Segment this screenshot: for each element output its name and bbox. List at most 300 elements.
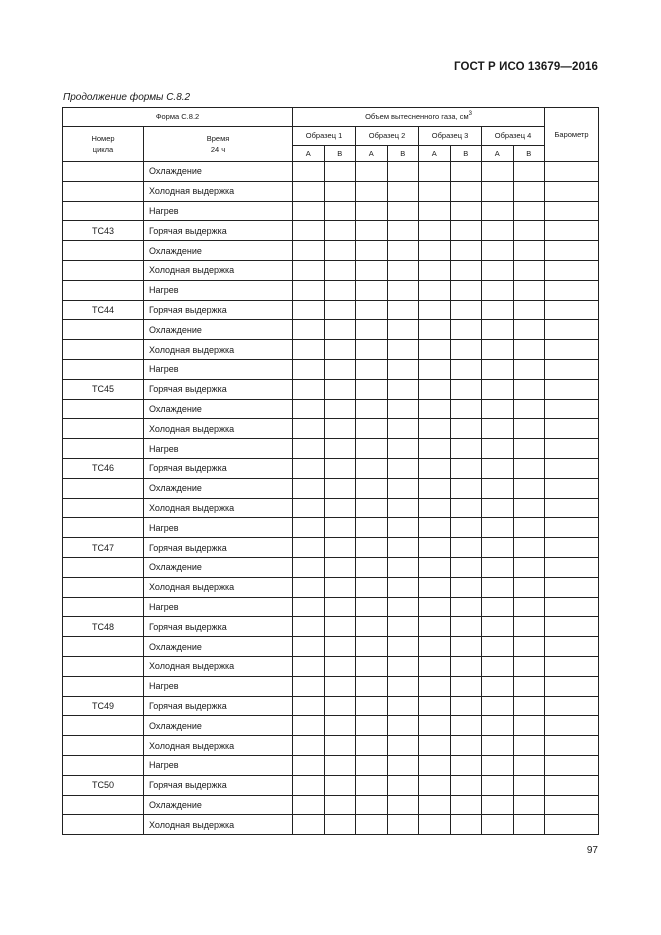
sample-3-a-entry-cell[interactable]	[419, 419, 451, 439]
sample-2-a-entry-cell[interactable]	[356, 320, 388, 340]
cycle-number-cell[interactable]: TC45	[63, 379, 144, 399]
sample-4-a-entry-cell[interactable]	[482, 538, 514, 558]
barometer-entry-cell[interactable]	[545, 340, 599, 360]
sample-3-a-entry-cell[interactable]	[419, 359, 451, 379]
cycle-number-cell[interactable]	[63, 201, 144, 221]
sample-3-b-entry-cell[interactable]	[450, 755, 482, 775]
sample-1-a-entry-cell[interactable]	[293, 419, 325, 439]
sample-4-b-entry-cell[interactable]	[513, 557, 545, 577]
sample-2-a-entry-cell[interactable]	[356, 518, 388, 538]
sample-2-a-entry-cell[interactable]	[356, 280, 388, 300]
sample-4-a-entry-cell[interactable]	[482, 162, 514, 182]
sample-1-b-entry-cell[interactable]	[324, 340, 356, 360]
sample-3-a-entry-cell[interactable]	[419, 260, 451, 280]
sample-2-b-entry-cell[interactable]	[387, 221, 419, 241]
sample-1-b-entry-cell[interactable]	[324, 458, 356, 478]
sample-1-a-entry-cell[interactable]	[293, 597, 325, 617]
sample-3-b-entry-cell[interactable]	[450, 696, 482, 716]
sample-4-b-entry-cell[interactable]	[513, 221, 545, 241]
sample-2-a-entry-cell[interactable]	[356, 458, 388, 478]
sample-3-b-entry-cell[interactable]	[450, 637, 482, 657]
sample-1-b-entry-cell[interactable]	[324, 181, 356, 201]
sample-3-b-entry-cell[interactable]	[450, 260, 482, 280]
sample-4-a-entry-cell[interactable]	[482, 498, 514, 518]
sample-3-b-entry-cell[interactable]	[450, 162, 482, 182]
sample-4-b-entry-cell[interactable]	[513, 458, 545, 478]
sample-1-b-entry-cell[interactable]	[324, 201, 356, 221]
barometer-entry-cell[interactable]	[545, 716, 599, 736]
sample-3-a-entry-cell[interactable]	[419, 221, 451, 241]
barometer-entry-cell[interactable]	[545, 379, 599, 399]
sample-2-a-entry-cell[interactable]	[356, 815, 388, 835]
cycle-number-cell[interactable]	[63, 478, 144, 498]
sample-1-a-entry-cell[interactable]	[293, 260, 325, 280]
sample-4-b-entry-cell[interactable]	[513, 795, 545, 815]
sample-3-a-entry-cell[interactable]	[419, 320, 451, 340]
sample-3-b-entry-cell[interactable]	[450, 458, 482, 478]
sample-2-a-entry-cell[interactable]	[356, 201, 388, 221]
sample-2-a-entry-cell[interactable]	[356, 557, 388, 577]
sample-2-b-entry-cell[interactable]	[387, 379, 419, 399]
barometer-entry-cell[interactable]	[545, 280, 599, 300]
sample-2-b-entry-cell[interactable]	[387, 676, 419, 696]
cycle-number-cell[interactable]	[63, 399, 144, 419]
sample-4-a-entry-cell[interactable]	[482, 696, 514, 716]
barometer-entry-cell[interactable]	[545, 736, 599, 756]
sample-4-b-entry-cell[interactable]	[513, 340, 545, 360]
sample-4-b-entry-cell[interactable]	[513, 736, 545, 756]
sample-3-a-entry-cell[interactable]	[419, 300, 451, 320]
sample-4-a-entry-cell[interactable]	[482, 221, 514, 241]
sample-3-b-entry-cell[interactable]	[450, 518, 482, 538]
sample-1-a-entry-cell[interactable]	[293, 538, 325, 558]
sample-4-a-entry-cell[interactable]	[482, 359, 514, 379]
sample-2-b-entry-cell[interactable]	[387, 577, 419, 597]
sample-1-b-entry-cell[interactable]	[324, 775, 356, 795]
sample-2-b-entry-cell[interactable]	[387, 320, 419, 340]
sample-2-b-entry-cell[interactable]	[387, 419, 419, 439]
sample-2-a-entry-cell[interactable]	[356, 359, 388, 379]
barometer-entry-cell[interactable]	[545, 676, 599, 696]
sample-4-b-entry-cell[interactable]	[513, 656, 545, 676]
sample-1-a-entry-cell[interactable]	[293, 241, 325, 261]
cycle-number-cell[interactable]	[63, 755, 144, 775]
sample-2-b-entry-cell[interactable]	[387, 458, 419, 478]
sample-4-a-entry-cell[interactable]	[482, 716, 514, 736]
sample-4-b-entry-cell[interactable]	[513, 498, 545, 518]
sample-3-a-entry-cell[interactable]	[419, 656, 451, 676]
barometer-entry-cell[interactable]	[545, 260, 599, 280]
sample-4-a-entry-cell[interactable]	[482, 597, 514, 617]
barometer-entry-cell[interactable]	[545, 577, 599, 597]
sample-2-a-entry-cell[interactable]	[356, 577, 388, 597]
barometer-entry-cell[interactable]	[545, 320, 599, 340]
sample-1-b-entry-cell[interactable]	[324, 577, 356, 597]
sample-3-a-entry-cell[interactable]	[419, 557, 451, 577]
sample-4-a-entry-cell[interactable]	[482, 557, 514, 577]
cycle-number-cell[interactable]	[63, 656, 144, 676]
cycle-number-cell[interactable]	[63, 716, 144, 736]
barometer-entry-cell[interactable]	[545, 221, 599, 241]
sample-4-a-entry-cell[interactable]	[482, 340, 514, 360]
sample-3-b-entry-cell[interactable]	[450, 241, 482, 261]
sample-2-a-entry-cell[interactable]	[356, 340, 388, 360]
sample-4-a-entry-cell[interactable]	[482, 320, 514, 340]
sample-1-b-entry-cell[interactable]	[324, 795, 356, 815]
sample-3-b-entry-cell[interactable]	[450, 815, 482, 835]
sample-2-b-entry-cell[interactable]	[387, 201, 419, 221]
sample-2-a-entry-cell[interactable]	[356, 538, 388, 558]
sample-1-b-entry-cell[interactable]	[324, 676, 356, 696]
sample-2-b-entry-cell[interactable]	[387, 557, 419, 577]
sample-1-a-entry-cell[interactable]	[293, 439, 325, 459]
sample-4-a-entry-cell[interactable]	[482, 280, 514, 300]
sample-3-b-entry-cell[interactable]	[450, 736, 482, 756]
barometer-entry-cell[interactable]	[545, 201, 599, 221]
sample-4-b-entry-cell[interactable]	[513, 696, 545, 716]
sample-2-b-entry-cell[interactable]	[387, 181, 419, 201]
sample-3-a-entry-cell[interactable]	[419, 379, 451, 399]
sample-2-a-entry-cell[interactable]	[356, 478, 388, 498]
sample-4-b-entry-cell[interactable]	[513, 617, 545, 637]
sample-4-a-entry-cell[interactable]	[482, 577, 514, 597]
sample-3-a-entry-cell[interactable]	[419, 439, 451, 459]
sample-4-b-entry-cell[interactable]	[513, 755, 545, 775]
sample-1-a-entry-cell[interactable]	[293, 399, 325, 419]
sample-4-a-entry-cell[interactable]	[482, 775, 514, 795]
sample-3-b-entry-cell[interactable]	[450, 320, 482, 340]
sample-2-b-entry-cell[interactable]	[387, 399, 419, 419]
sample-1-b-entry-cell[interactable]	[324, 419, 356, 439]
sample-2-b-entry-cell[interactable]	[387, 755, 419, 775]
sample-1-b-entry-cell[interactable]	[324, 162, 356, 182]
sample-4-a-entry-cell[interactable]	[482, 379, 514, 399]
sample-1-a-entry-cell[interactable]	[293, 221, 325, 241]
sample-2-a-entry-cell[interactable]	[356, 260, 388, 280]
sample-2-b-entry-cell[interactable]	[387, 597, 419, 617]
sample-2-b-entry-cell[interactable]	[387, 795, 419, 815]
sample-2-a-entry-cell[interactable]	[356, 597, 388, 617]
sample-2-b-entry-cell[interactable]	[387, 716, 419, 736]
sample-3-b-entry-cell[interactable]	[450, 795, 482, 815]
sample-3-b-entry-cell[interactable]	[450, 478, 482, 498]
sample-2-a-entry-cell[interactable]	[356, 637, 388, 657]
sample-1-b-entry-cell[interactable]	[324, 399, 356, 419]
barometer-entry-cell[interactable]	[545, 439, 599, 459]
sample-3-b-entry-cell[interactable]	[450, 439, 482, 459]
sample-3-b-entry-cell[interactable]	[450, 419, 482, 439]
barometer-entry-cell[interactable]	[545, 795, 599, 815]
sample-1-b-entry-cell[interactable]	[324, 518, 356, 538]
sample-1-a-entry-cell[interactable]	[293, 340, 325, 360]
barometer-entry-cell[interactable]	[545, 181, 599, 201]
cycle-number-cell[interactable]	[63, 340, 144, 360]
sample-4-b-entry-cell[interactable]	[513, 518, 545, 538]
cycle-number-cell[interactable]	[63, 320, 144, 340]
sample-4-b-entry-cell[interactable]	[513, 439, 545, 459]
barometer-entry-cell[interactable]	[545, 755, 599, 775]
barometer-entry-cell[interactable]	[545, 419, 599, 439]
sample-4-a-entry-cell[interactable]	[482, 795, 514, 815]
sample-2-b-entry-cell[interactable]	[387, 162, 419, 182]
sample-2-a-entry-cell[interactable]	[356, 755, 388, 775]
sample-4-b-entry-cell[interactable]	[513, 201, 545, 221]
sample-2-b-entry-cell[interactable]	[387, 300, 419, 320]
sample-3-b-entry-cell[interactable]	[450, 656, 482, 676]
cycle-number-cell[interactable]: TC46	[63, 458, 144, 478]
sample-1-a-entry-cell[interactable]	[293, 320, 325, 340]
barometer-entry-cell[interactable]	[545, 557, 599, 577]
sample-4-a-entry-cell[interactable]	[482, 260, 514, 280]
sample-4-a-entry-cell[interactable]	[482, 439, 514, 459]
sample-2-b-entry-cell[interactable]	[387, 617, 419, 637]
sample-3-a-entry-cell[interactable]	[419, 775, 451, 795]
sample-1-b-entry-cell[interactable]	[324, 637, 356, 657]
sample-3-a-entry-cell[interactable]	[419, 696, 451, 716]
sample-4-b-entry-cell[interactable]	[513, 260, 545, 280]
sample-4-b-entry-cell[interactable]	[513, 775, 545, 795]
sample-3-a-entry-cell[interactable]	[419, 736, 451, 756]
sample-2-b-entry-cell[interactable]	[387, 815, 419, 835]
cycle-number-cell[interactable]	[63, 637, 144, 657]
sample-3-b-entry-cell[interactable]	[450, 201, 482, 221]
sample-2-b-entry-cell[interactable]	[387, 280, 419, 300]
sample-2-b-entry-cell[interactable]	[387, 518, 419, 538]
sample-1-a-entry-cell[interactable]	[293, 181, 325, 201]
sample-3-a-entry-cell[interactable]	[419, 755, 451, 775]
sample-4-a-entry-cell[interactable]	[482, 419, 514, 439]
sample-1-b-entry-cell[interactable]	[324, 736, 356, 756]
sample-4-a-entry-cell[interactable]	[482, 241, 514, 261]
sample-2-b-entry-cell[interactable]	[387, 340, 419, 360]
sample-1-a-entry-cell[interactable]	[293, 577, 325, 597]
sample-2-b-entry-cell[interactable]	[387, 637, 419, 657]
sample-1-b-entry-cell[interactable]	[324, 656, 356, 676]
sample-4-a-entry-cell[interactable]	[482, 518, 514, 538]
sample-3-a-entry-cell[interactable]	[419, 716, 451, 736]
cycle-number-cell[interactable]: TC50	[63, 775, 144, 795]
sample-4-b-entry-cell[interactable]	[513, 419, 545, 439]
cycle-number-cell[interactable]	[63, 241, 144, 261]
cycle-number-cell[interactable]	[63, 557, 144, 577]
sample-2-a-entry-cell[interactable]	[356, 775, 388, 795]
sample-3-a-entry-cell[interactable]	[419, 498, 451, 518]
sample-3-b-entry-cell[interactable]	[450, 221, 482, 241]
sample-4-b-entry-cell[interactable]	[513, 478, 545, 498]
sample-2-b-entry-cell[interactable]	[387, 696, 419, 716]
sample-2-a-entry-cell[interactable]	[356, 419, 388, 439]
barometer-entry-cell[interactable]	[545, 656, 599, 676]
sample-1-b-entry-cell[interactable]	[324, 498, 356, 518]
sample-2-b-entry-cell[interactable]	[387, 359, 419, 379]
barometer-entry-cell[interactable]	[545, 162, 599, 182]
sample-1-b-entry-cell[interactable]	[324, 478, 356, 498]
sample-1-a-entry-cell[interactable]	[293, 795, 325, 815]
sample-1-a-entry-cell[interactable]	[293, 696, 325, 716]
sample-2-a-entry-cell[interactable]	[356, 379, 388, 399]
sample-1-a-entry-cell[interactable]	[293, 617, 325, 637]
sample-3-b-entry-cell[interactable]	[450, 340, 482, 360]
sample-3-a-entry-cell[interactable]	[419, 815, 451, 835]
sample-4-b-entry-cell[interactable]	[513, 379, 545, 399]
sample-4-b-entry-cell[interactable]	[513, 300, 545, 320]
cycle-number-cell[interactable]	[63, 419, 144, 439]
sample-3-a-entry-cell[interactable]	[419, 399, 451, 419]
sample-2-b-entry-cell[interactable]	[387, 478, 419, 498]
sample-4-a-entry-cell[interactable]	[482, 201, 514, 221]
cycle-number-cell[interactable]: TC44	[63, 300, 144, 320]
sample-2-a-entry-cell[interactable]	[356, 221, 388, 241]
cycle-number-cell[interactable]	[63, 518, 144, 538]
sample-1-a-entry-cell[interactable]	[293, 637, 325, 657]
sample-3-a-entry-cell[interactable]	[419, 577, 451, 597]
sample-1-b-entry-cell[interactable]	[324, 597, 356, 617]
sample-4-b-entry-cell[interactable]	[513, 597, 545, 617]
sample-2-a-entry-cell[interactable]	[356, 795, 388, 815]
sample-1-b-entry-cell[interactable]	[324, 260, 356, 280]
barometer-entry-cell[interactable]	[545, 478, 599, 498]
sample-4-a-entry-cell[interactable]	[482, 458, 514, 478]
cycle-number-cell[interactable]	[63, 439, 144, 459]
sample-3-b-entry-cell[interactable]	[450, 577, 482, 597]
sample-1-a-entry-cell[interactable]	[293, 755, 325, 775]
sample-3-b-entry-cell[interactable]	[450, 280, 482, 300]
sample-2-b-entry-cell[interactable]	[387, 498, 419, 518]
sample-2-a-entry-cell[interactable]	[356, 399, 388, 419]
sample-4-b-entry-cell[interactable]	[513, 716, 545, 736]
sample-4-b-entry-cell[interactable]	[513, 181, 545, 201]
sample-3-a-entry-cell[interactable]	[419, 597, 451, 617]
sample-1-a-entry-cell[interactable]	[293, 162, 325, 182]
sample-1-a-entry-cell[interactable]	[293, 775, 325, 795]
barometer-entry-cell[interactable]	[545, 399, 599, 419]
barometer-entry-cell[interactable]	[545, 300, 599, 320]
sample-3-a-entry-cell[interactable]	[419, 162, 451, 182]
sample-3-b-entry-cell[interactable]	[450, 359, 482, 379]
sample-1-a-entry-cell[interactable]	[293, 498, 325, 518]
sample-4-a-entry-cell[interactable]	[482, 300, 514, 320]
sample-1-b-entry-cell[interactable]	[324, 557, 356, 577]
sample-3-a-entry-cell[interactable]	[419, 458, 451, 478]
sample-2-b-entry-cell[interactable]	[387, 538, 419, 558]
sample-4-b-entry-cell[interactable]	[513, 359, 545, 379]
sample-2-a-entry-cell[interactable]	[356, 241, 388, 261]
sample-3-a-entry-cell[interactable]	[419, 478, 451, 498]
cycle-number-cell[interactable]	[63, 736, 144, 756]
sample-1-b-entry-cell[interactable]	[324, 320, 356, 340]
sample-4-a-entry-cell[interactable]	[482, 676, 514, 696]
sample-3-b-entry-cell[interactable]	[450, 181, 482, 201]
sample-1-a-entry-cell[interactable]	[293, 379, 325, 399]
barometer-entry-cell[interactable]	[545, 597, 599, 617]
cycle-number-cell[interactable]: TC47	[63, 538, 144, 558]
sample-2-b-entry-cell[interactable]	[387, 736, 419, 756]
sample-2-a-entry-cell[interactable]	[356, 181, 388, 201]
sample-2-a-entry-cell[interactable]	[356, 656, 388, 676]
cycle-number-cell[interactable]	[63, 162, 144, 182]
sample-1-a-entry-cell[interactable]	[293, 656, 325, 676]
sample-3-b-entry-cell[interactable]	[450, 557, 482, 577]
sample-3-a-entry-cell[interactable]	[419, 340, 451, 360]
sample-3-b-entry-cell[interactable]	[450, 498, 482, 518]
barometer-entry-cell[interactable]	[545, 359, 599, 379]
cycle-number-cell[interactable]	[63, 280, 144, 300]
sample-1-a-entry-cell[interactable]	[293, 557, 325, 577]
sample-1-a-entry-cell[interactable]	[293, 518, 325, 538]
sample-3-b-entry-cell[interactable]	[450, 676, 482, 696]
cycle-number-cell[interactable]	[63, 181, 144, 201]
cycle-number-cell[interactable]	[63, 795, 144, 815]
barometer-entry-cell[interactable]	[545, 518, 599, 538]
barometer-entry-cell[interactable]	[545, 241, 599, 261]
sample-1-b-entry-cell[interactable]	[324, 696, 356, 716]
sample-3-b-entry-cell[interactable]	[450, 379, 482, 399]
sample-1-b-entry-cell[interactable]	[324, 359, 356, 379]
cycle-number-cell[interactable]	[63, 359, 144, 379]
sample-2-b-entry-cell[interactable]	[387, 241, 419, 261]
sample-4-b-entry-cell[interactable]	[513, 320, 545, 340]
sample-1-b-entry-cell[interactable]	[324, 617, 356, 637]
sample-3-a-entry-cell[interactable]	[419, 795, 451, 815]
sample-2-a-entry-cell[interactable]	[356, 736, 388, 756]
sample-3-b-entry-cell[interactable]	[450, 617, 482, 637]
sample-3-a-entry-cell[interactable]	[419, 518, 451, 538]
sample-4-a-entry-cell[interactable]	[482, 815, 514, 835]
sample-4-b-entry-cell[interactable]	[513, 676, 545, 696]
sample-1-a-entry-cell[interactable]	[293, 201, 325, 221]
sample-1-b-entry-cell[interactable]	[324, 439, 356, 459]
cycle-number-cell[interactable]	[63, 676, 144, 696]
sample-4-b-entry-cell[interactable]	[513, 538, 545, 558]
sample-3-a-entry-cell[interactable]	[419, 241, 451, 261]
sample-1-a-entry-cell[interactable]	[293, 478, 325, 498]
barometer-entry-cell[interactable]	[545, 617, 599, 637]
sample-1-a-entry-cell[interactable]	[293, 359, 325, 379]
sample-3-a-entry-cell[interactable]	[419, 617, 451, 637]
cycle-number-cell[interactable]	[63, 498, 144, 518]
sample-1-b-entry-cell[interactable]	[324, 379, 356, 399]
sample-4-b-entry-cell[interactable]	[513, 815, 545, 835]
sample-1-b-entry-cell[interactable]	[324, 241, 356, 261]
sample-2-a-entry-cell[interactable]	[356, 439, 388, 459]
sample-4-b-entry-cell[interactable]	[513, 577, 545, 597]
cycle-number-cell[interactable]	[63, 577, 144, 597]
sample-4-b-entry-cell[interactable]	[513, 637, 545, 657]
sample-4-a-entry-cell[interactable]	[482, 736, 514, 756]
barometer-entry-cell[interactable]	[545, 498, 599, 518]
sample-1-a-entry-cell[interactable]	[293, 280, 325, 300]
sample-1-b-entry-cell[interactable]	[324, 815, 356, 835]
cycle-number-cell[interactable]	[63, 260, 144, 280]
sample-4-a-entry-cell[interactable]	[482, 181, 514, 201]
sample-3-a-entry-cell[interactable]	[419, 637, 451, 657]
sample-2-a-entry-cell[interactable]	[356, 617, 388, 637]
sample-2-b-entry-cell[interactable]	[387, 775, 419, 795]
sample-4-b-entry-cell[interactable]	[513, 241, 545, 261]
sample-3-a-entry-cell[interactable]	[419, 280, 451, 300]
sample-3-b-entry-cell[interactable]	[450, 775, 482, 795]
barometer-entry-cell[interactable]	[545, 458, 599, 478]
sample-4-a-entry-cell[interactable]	[482, 755, 514, 775]
sample-4-a-entry-cell[interactable]	[482, 617, 514, 637]
sample-3-a-entry-cell[interactable]	[419, 181, 451, 201]
cycle-number-cell[interactable]	[63, 815, 144, 835]
sample-1-a-entry-cell[interactable]	[293, 815, 325, 835]
sample-2-a-entry-cell[interactable]	[356, 162, 388, 182]
sample-1-a-entry-cell[interactable]	[293, 676, 325, 696]
sample-3-a-entry-cell[interactable]	[419, 676, 451, 696]
sample-3-b-entry-cell[interactable]	[450, 716, 482, 736]
